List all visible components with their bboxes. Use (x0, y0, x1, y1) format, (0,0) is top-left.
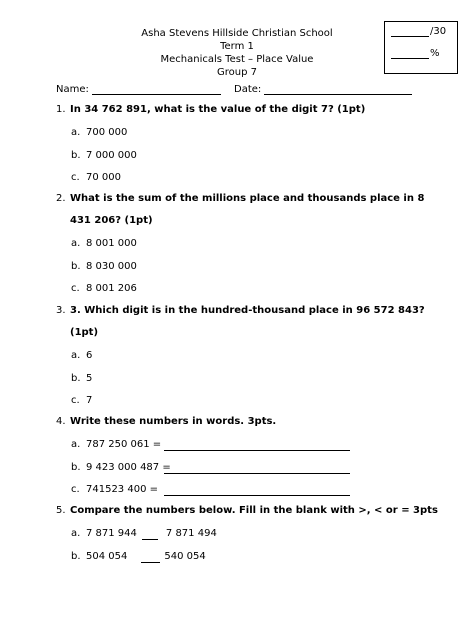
option-2b[interactable] (71, 260, 137, 273)
group-label: Group 7 (217, 67, 257, 78)
date-field (234, 84, 412, 95)
test-title: Mechanicals Test – Place Value (160, 54, 314, 65)
score-total-row (391, 26, 446, 37)
compare-right: 540 054 (164, 551, 206, 562)
option-4c (71, 483, 158, 496)
name-label: Name: (56, 84, 89, 95)
option-3a[interactable] (71, 349, 92, 362)
option-letter: b. (71, 462, 81, 473)
option-letter: a. (71, 528, 81, 539)
score-percent-row (391, 48, 440, 59)
compare-blank[interactable] (141, 552, 160, 563)
answer-blank[interactable] (164, 440, 350, 451)
option-letter: b. (71, 551, 81, 562)
option-text: 8 030 000 (86, 261, 137, 272)
option-2c[interactable] (71, 282, 137, 295)
question-text: Compare the numbers below. Fill in the blank with >, < or = 3pts (70, 505, 438, 516)
option-4a (71, 438, 161, 451)
option-letter: a. (71, 238, 81, 249)
option-letter: a. (71, 350, 81, 361)
score-total: /30 (430, 26, 447, 37)
worksheet-header (110, 27, 364, 79)
option-5a (71, 527, 217, 540)
option-3c[interactable] (71, 394, 92, 407)
score-percent: % (430, 48, 440, 59)
question-number: 3. (56, 305, 66, 316)
option-text: 70 000 (86, 172, 121, 183)
option-text: 700 000 (86, 127, 128, 138)
answer-blank[interactable] (164, 485, 350, 496)
option-2a[interactable] (71, 237, 137, 250)
date-blank[interactable] (264, 84, 412, 95)
date-label: Date: (234, 84, 262, 95)
compare-right: 7 871 494 (165, 528, 217, 539)
option-letter: c. (71, 484, 80, 495)
compare-left: 7 871 944 (86, 528, 137, 539)
compare-blank[interactable] (142, 529, 158, 540)
question-text-line-1: 3. Which digit is in the hundred-thousand place in 96 572 843? (70, 305, 425, 316)
option-text: 8 001 000 (86, 238, 137, 249)
score-box (384, 21, 458, 74)
option-letter: b. (71, 150, 81, 161)
compare-left: 504 054 (86, 551, 128, 562)
option-1c[interactable] (71, 171, 121, 184)
option-letter: c. (71, 395, 80, 406)
question-number: 2. (56, 193, 66, 204)
option-text: 8 001 206 (86, 283, 137, 294)
option-text: 5 (86, 373, 93, 384)
question-text-line-1: What is the sum of the millions place and thousands place in 8 (70, 193, 425, 204)
option-letter: a. (71, 127, 81, 138)
question-number: 1. (56, 104, 66, 115)
term-label: Term 1 (220, 41, 254, 52)
score-blank[interactable] (391, 27, 429, 37)
option-letter: c. (71, 172, 80, 183)
question-text-line-2: (1pt) (70, 327, 99, 338)
percent-blank[interactable] (391, 49, 429, 59)
option-letter: a. (71, 439, 81, 450)
school-name: Asha Stevens Hillside Christian School (141, 28, 333, 39)
option-text: 6 (86, 350, 93, 361)
option-letter: c. (71, 283, 80, 294)
question-number: 5. (56, 505, 66, 516)
name-blank[interactable] (92, 84, 221, 95)
option-4b (71, 461, 171, 474)
option-3b[interactable] (71, 372, 92, 385)
option-text: 7 (86, 395, 93, 406)
option-text: 741523 400 = (86, 484, 158, 495)
option-text: 9 423 000 487 = (86, 462, 171, 473)
option-5b (71, 550, 206, 563)
option-letter: b. (71, 373, 81, 384)
question-text: Write these numbers in words. 3pts. (70, 416, 277, 427)
option-text: 787 250 061 = (86, 439, 162, 450)
answer-blank[interactable] (164, 463, 350, 474)
question-number: 4. (56, 416, 66, 427)
option-1b[interactable] (71, 149, 137, 162)
name-field (56, 84, 221, 95)
question-text: In 34 762 891, what is the value of the digit 7? (1pt) (70, 104, 366, 115)
option-1a[interactable] (71, 126, 127, 139)
option-letter: b. (71, 261, 81, 272)
question-text-line-2: 431 206? (1pt) (70, 215, 153, 226)
option-text: 7 000 000 (86, 150, 137, 161)
